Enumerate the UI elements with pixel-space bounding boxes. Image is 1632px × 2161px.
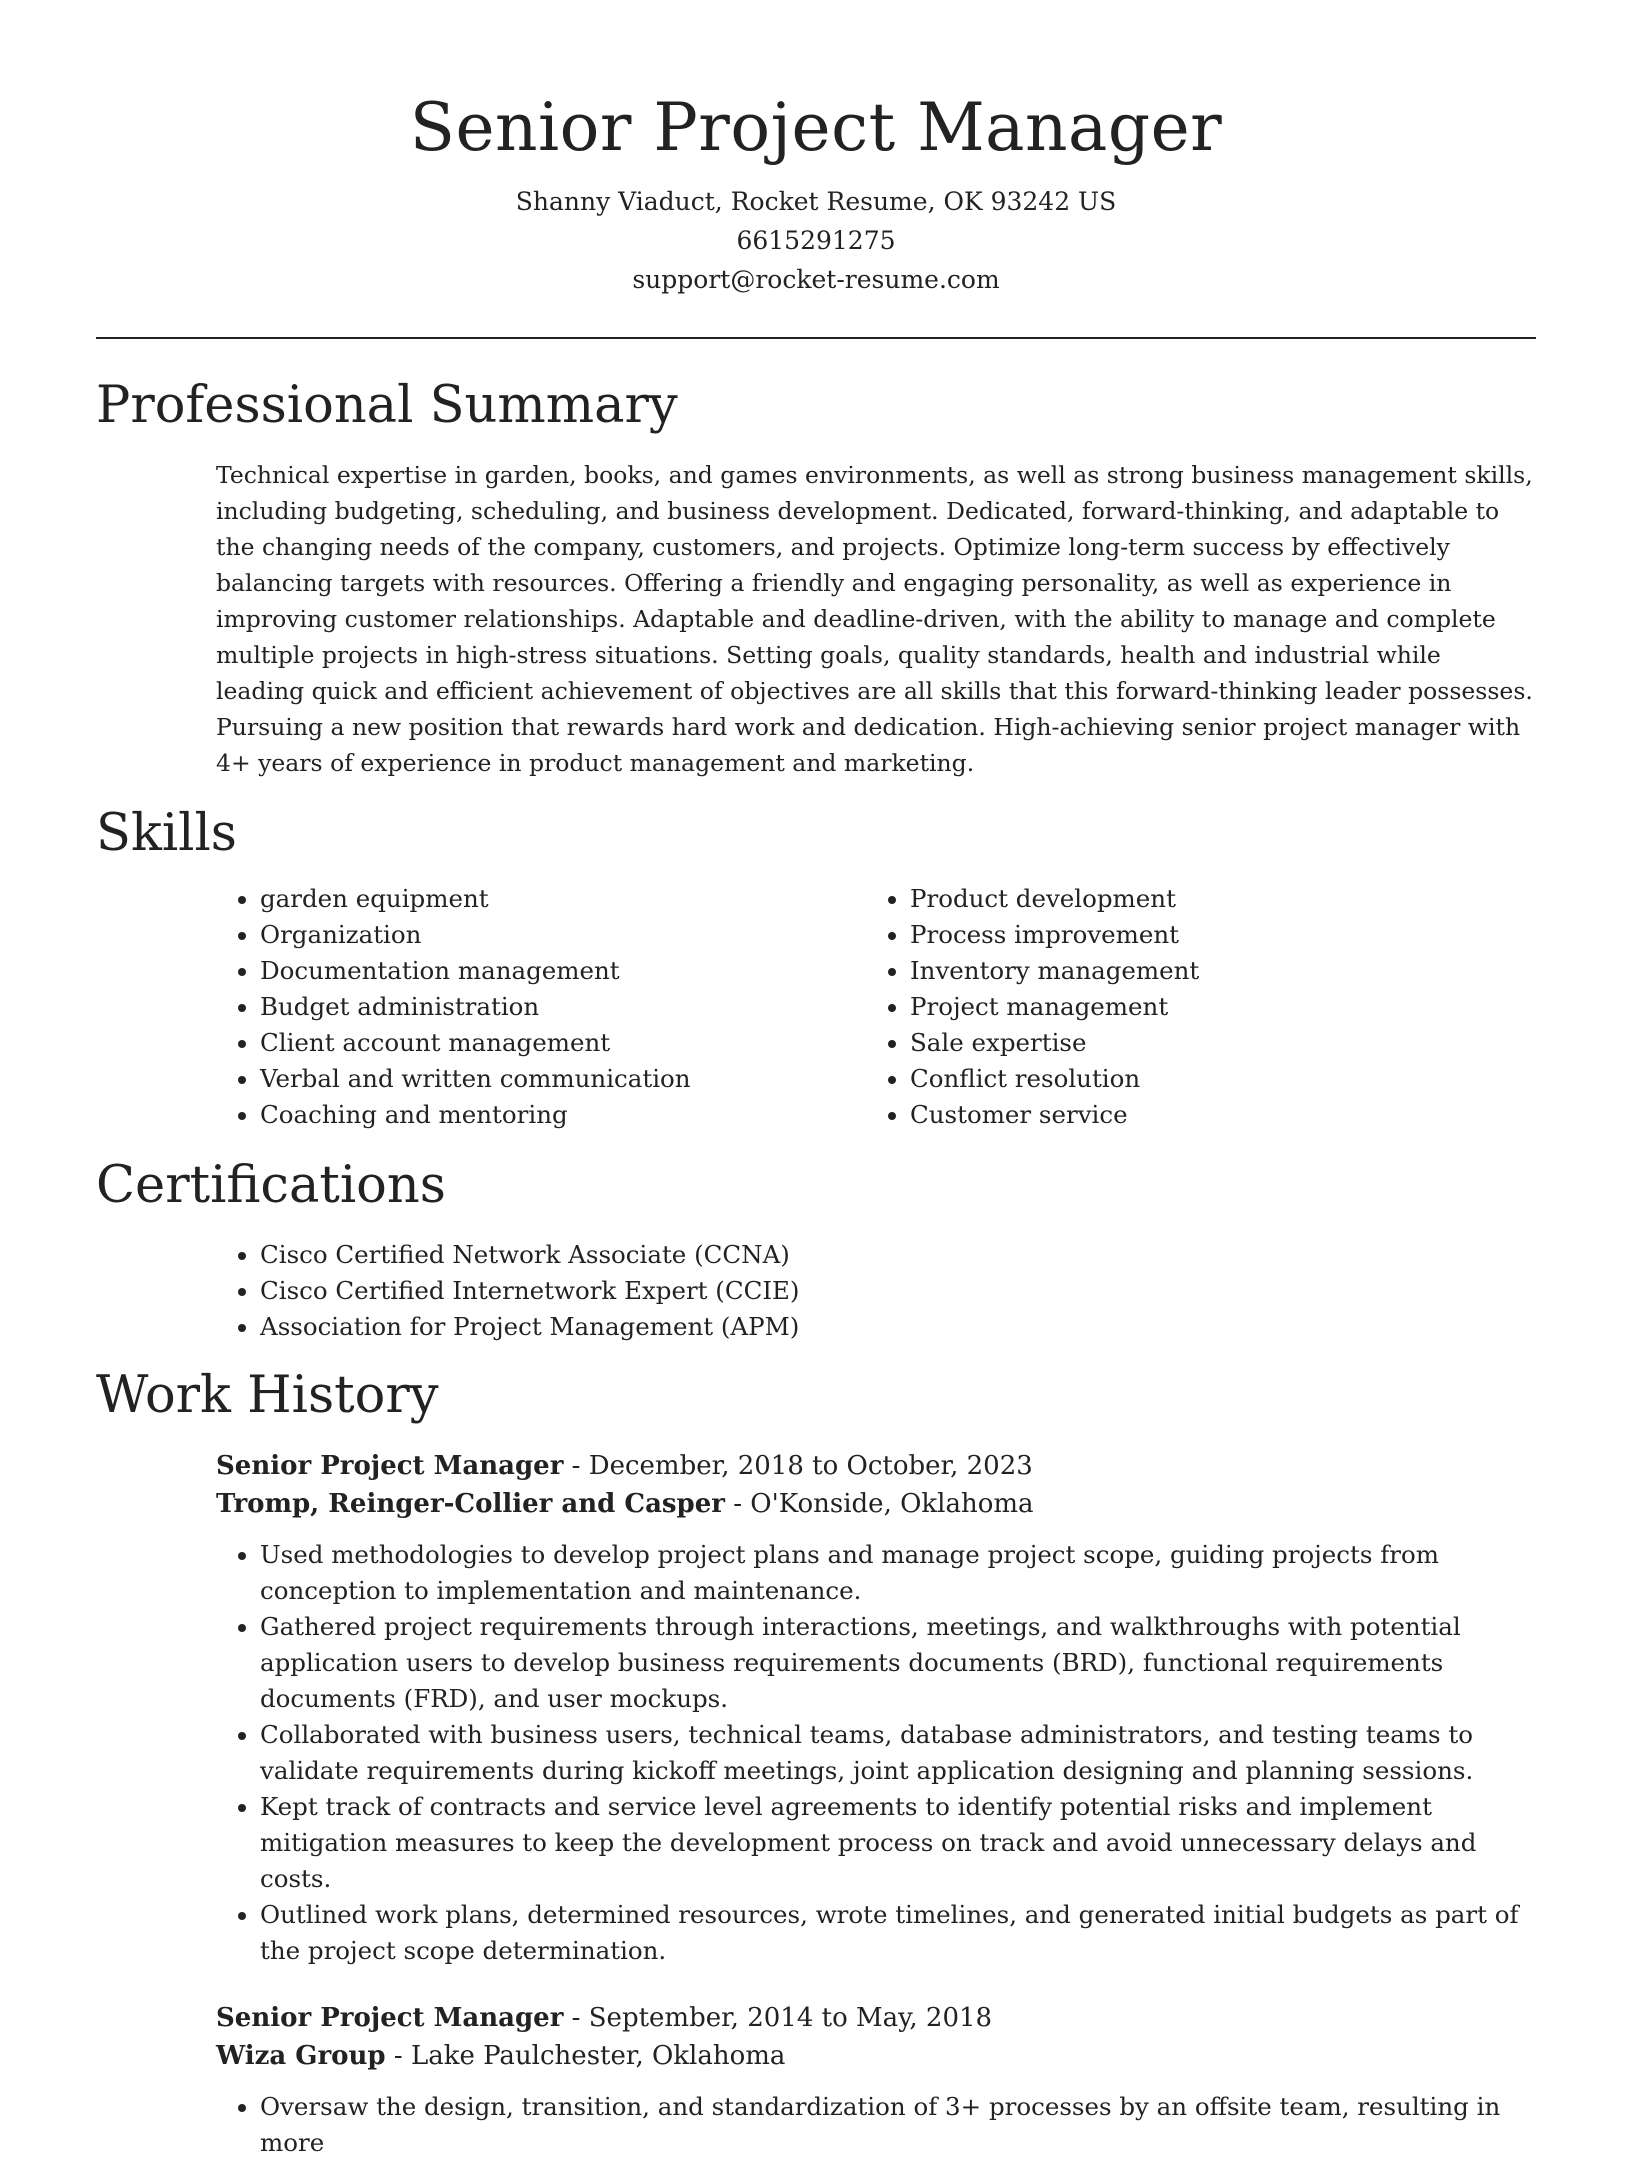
- certification-item: • Cisco Certified Network Associate (CCNA): [260, 1237, 1536, 1273]
- job-title-line: [216, 1447, 1536, 1485]
- skills-heading: Skills: [96, 804, 237, 863]
- phone-line: 6615291275: [736, 226, 896, 255]
- job-bullet: • Outlined work plans, determined resources, wrote timelines, and generated initial budgets as part of the project scope determination.: [260, 1897, 1536, 1969]
- skill-item: • Inventory management: [910, 953, 1516, 989]
- email-line: support@rocket-resume.com: [632, 265, 1000, 294]
- resume-header: [96, 0, 1536, 299]
- certification-item: • Cisco Certified Internetwork Expert (CCIE): [260, 1273, 1536, 1309]
- job-bullet: • Oversaw the design, transition, and standardization of 3+ processes by an offsite team, resulting in more: [260, 2089, 1536, 2161]
- job-bullet: • Kept track of contracts and service level agreements to identify potential risks and implement mitigation measures to keep the development process on track and avoid unnecessary delays and costs.: [260, 1789, 1536, 1897]
- job-company-line: [216, 2037, 1536, 2075]
- skill-item: • Verbal and written communication: [260, 1061, 866, 1097]
- certification-item: • Association for Project Management (APM): [260, 1309, 1536, 1345]
- job-role: Senior Project Manager: [216, 2003, 564, 2033]
- job-company-line: [216, 1485, 1536, 1523]
- separator: -: [563, 2003, 589, 2033]
- skill-item: • Documentation management: [260, 953, 866, 989]
- skill-item: • Organization: [260, 917, 866, 953]
- skills-column-left: [216, 881, 866, 1133]
- certifications-list: [216, 1237, 1536, 1345]
- skill-item: • garden equipment: [260, 881, 866, 917]
- skill-item: • Customer service: [910, 1097, 1516, 1133]
- skill-item: • Sale expertise: [910, 1025, 1516, 1061]
- job-entry: [216, 1999, 1536, 2161]
- summary-heading: Professional Summary: [96, 376, 678, 435]
- skill-item: • Budget administration: [260, 989, 866, 1025]
- skill-item: • Process improvement: [910, 917, 1516, 953]
- skill-item: • Product development: [910, 881, 1516, 917]
- skill-item: • Conflict resolution: [910, 1061, 1516, 1097]
- separator: -: [724, 1489, 751, 1519]
- job-location: O'Konside, Oklahoma: [750, 1489, 1034, 1519]
- skill-item: • Client account management: [260, 1025, 866, 1061]
- job-company: Wiza Group: [216, 2041, 386, 2071]
- header-divider: [96, 337, 1536, 339]
- job-title-line: [216, 1999, 1536, 2037]
- summary-text: Technical expertise in garden, books, and games environments, as well as strong business management skills, including budgeting, scheduling, and business development. Dedicated, forward-thinking, and adaptable to the changing needs of the company, customers, and projects. Optimize long-term success by effectively balancing targets with resources. Offering a friendly and engaging personality, as well as experience in improving customer relationships. Adaptable and deadline-driven, with the ability to manage and complete multiple projects in high-stress situations. Setting goals, quality standards, health and industrial while leading quick and efficient achievement of objectives are all skills that this forward-thinking leader possesses. Pursuing a new position that rewards hard work and dedication. High-achieving senior project manager with 4+ years of experience in product management and marketing.: [216, 461, 1533, 777]
- job-entry: [216, 1447, 1536, 1969]
- work-history-heading: Work History: [96, 1366, 439, 1425]
- contact-info: [96, 182, 1536, 299]
- skill-item: • Project management: [910, 989, 1516, 1025]
- separator: -: [563, 1451, 589, 1481]
- skills-column-right: [866, 881, 1516, 1133]
- job-location: Lake Paulchester, Oklahoma: [410, 2041, 786, 2071]
- job-bullet: • Gathered project requirements through interactions, meetings, and walkthroughs with potential application users to develop business requirements documents (BRD), functional requirements documents (FRD), and user mockups.: [260, 1609, 1536, 1717]
- job-dates: December, 2018 to October, 2023: [588, 1451, 1033, 1481]
- job-bullets: [216, 2089, 1536, 2161]
- address-line: Shanny Viaduct, Rocket Resume, OK 93242 US: [515, 187, 1117, 216]
- job-bullet: • Used methodologies to develop project plans and manage project scope, guiding projects from conception to implementation and maintenance.: [260, 1537, 1536, 1609]
- separator: -: [385, 2041, 411, 2071]
- job-role: Senior Project Manager: [216, 1451, 564, 1481]
- job-bullets: [216, 1537, 1536, 1969]
- job-bullet: • Collaborated with business users, technical teams, database administrators, and testing teams to validate requirements during kickoff meetings, joint application designing and planning sessions.: [260, 1717, 1536, 1789]
- job-dates: September, 2014 to May, 2018: [588, 2003, 993, 2033]
- job-company: Tromp, Reinger-Collier and Casper: [216, 1489, 725, 1519]
- certifications-heading: Certifications: [96, 1156, 446, 1215]
- resume-title: Senior Project Manager: [409, 89, 1223, 166]
- skill-item: • Coaching and mentoring: [260, 1097, 866, 1133]
- skills-grid: [216, 881, 1536, 1133]
